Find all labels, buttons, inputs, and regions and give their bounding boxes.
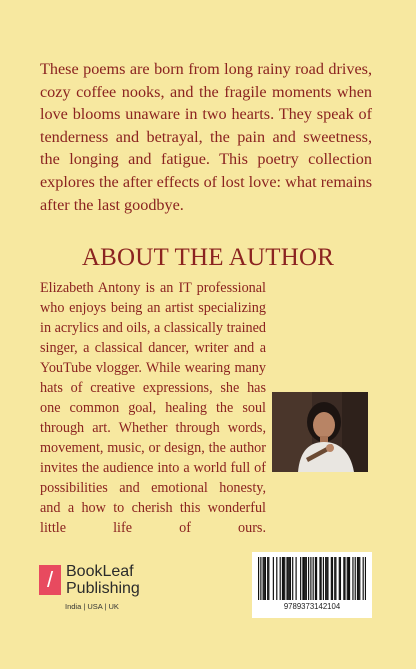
barcode-bar — [316, 557, 317, 600]
barcode-bar — [343, 557, 344, 600]
publisher-regions: India | USA | UK — [65, 602, 119, 611]
barcode-bar — [306, 557, 307, 600]
barcode-bar — [313, 557, 314, 600]
barcode-bar — [289, 557, 290, 600]
barcode-bar — [300, 557, 301, 600]
barcode-bar — [321, 557, 322, 600]
barcode-bar — [276, 557, 277, 600]
barcode-bar — [302, 557, 303, 600]
barcode-bar — [355, 557, 356, 600]
logo-slash-glyph: / — [46, 567, 54, 592]
barcode-bar — [308, 557, 309, 600]
barcode-bar — [290, 557, 291, 600]
barcode-bar — [286, 557, 287, 600]
barcode-bar — [260, 557, 261, 600]
about-author-heading: ABOUT THE AUTHOR — [81, 244, 335, 271]
publisher-name-line2: Publishing — [66, 580, 140, 597]
barcode-bar — [349, 557, 350, 600]
barcode-bar — [319, 557, 320, 600]
barcode-bar — [283, 557, 284, 600]
barcode-bar — [265, 557, 266, 600]
barcode-bar — [292, 557, 293, 600]
barcode-bar — [282, 557, 283, 600]
barcode-bar — [296, 557, 297, 600]
barcode-bar — [284, 557, 285, 600]
barcode-bar — [358, 557, 359, 600]
author-bio: Elizabeth Antony is an IT professional who enjoys being an artist specializing in acrylics and oils, a classically trained singer, a classical dancer, writer and a YouTube vlogger. While wearing many hats of creative expressions, she has one common goal, healing the soul through art. Whether through words, movement, music, or design, the author invites the audience into a world full of possibilities and emotional honesty, and a how to cherish this wonderful little life of ours. — [40, 280, 266, 536]
barcode-bar — [344, 557, 345, 600]
barcode-bar — [335, 557, 336, 600]
author-portrait-image — [272, 392, 368, 472]
barcode-bar — [288, 557, 289, 600]
barcode-bar — [348, 557, 349, 600]
barcode-bar — [352, 557, 353, 600]
barcode-bar — [365, 557, 366, 600]
author-photo — [272, 392, 368, 472]
isbn-barcode — [252, 552, 372, 618]
barcode-bar — [340, 557, 341, 600]
barcode-bar — [310, 557, 311, 600]
barcode-bar — [305, 557, 306, 600]
barcode-bar — [359, 557, 360, 600]
barcode-bar — [263, 557, 264, 600]
barcode-bar — [357, 557, 358, 600]
barcode-bar — [332, 557, 333, 600]
barcode-bar — [347, 557, 348, 600]
barcode-bar — [315, 557, 316, 600]
publisher-name-line1: BookLeaf — [66, 563, 134, 580]
barcode-bar — [267, 557, 268, 600]
barcode-bar — [323, 557, 324, 600]
barcode-bar — [303, 557, 304, 600]
bookleaf-publishing-logo — [39, 565, 159, 617]
barcode-bar — [325, 557, 326, 600]
barcode-bar — [326, 557, 327, 600]
back-cover-blurb: These poems are born from long rainy road drives, cozy coffee nooks, and the fragile moments when love blooms unaware in two hearts. They speak of tenderness and betrayal, the pain and sweetness, the longing and fatigue. This poetry collection explores the after effects of lost love: what remains after the last goodbye. — [40, 60, 372, 214]
barcode-bar — [334, 557, 335, 600]
barcode-bar — [363, 557, 364, 600]
barcode-bar — [264, 557, 265, 600]
barcode-bar — [268, 557, 269, 600]
barcode-bar — [331, 557, 332, 600]
barcode-bar — [327, 557, 328, 600]
barcode-bar — [273, 557, 274, 600]
barcode-bar — [258, 557, 259, 600]
logo-mark — [39, 565, 61, 595]
barcode-bar — [280, 557, 281, 600]
isbn-number: 9789373142104 — [283, 602, 341, 611]
barcode-bar — [339, 557, 340, 600]
barcode-bars — [258, 557, 366, 600]
